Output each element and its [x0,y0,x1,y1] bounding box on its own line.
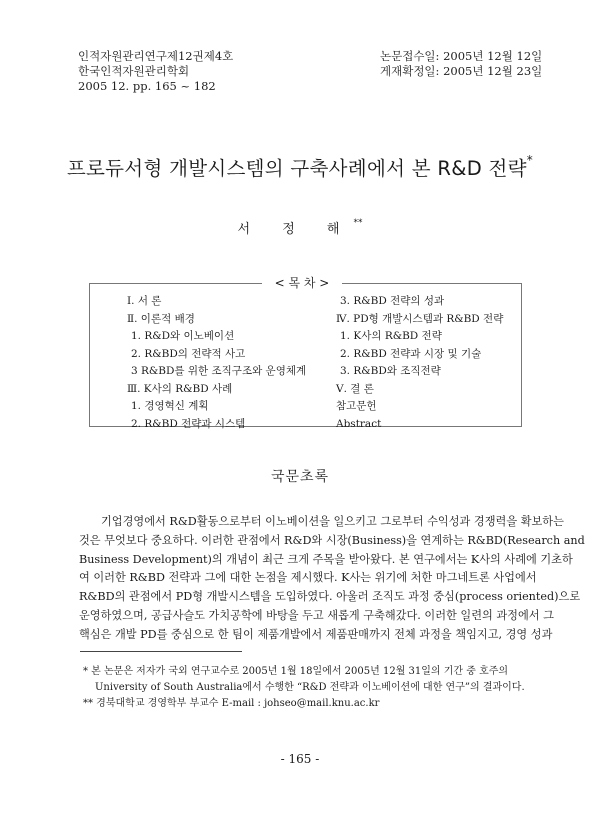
abstract-line: 기업경영에서 R&D활동으로부터 이노베이션을 일으키고 그로부터 수익성과 경쟁력을 확보하는 [101,515,564,528]
toc-left-column [127,293,306,433]
abstract-line: R&BD의 관점에서 PD형 개발시스템을 도입하였다. 아울러 조직도 과정 중심(process oriented)으로 [79,590,581,604]
toc-item: Abstract [336,417,382,430]
toc-item: 1. K사의 R&BD 전략 [340,330,442,342]
author-name: 서 정 해 [237,222,354,237]
abstract-line: 여 이러한 R&BD 전략과 그에 대한 논점을 제시했다. K사는 위기에 처한 마그네트론 사업에서 [79,571,537,585]
toc-item: 1. 경영혁신 계획 [131,400,209,412]
toc-item: 1. R&D와 이노베이션 [131,330,235,342]
submission-info [380,49,542,79]
toc-item: 참고문헌 [336,400,377,412]
footnotes [83,664,533,712]
journal-info [78,49,233,94]
abstract-line: Business Development)의 개념이 최근 크게 주목을 받아왔다. 본 연구에서는 K사의 사례에 기초하 [79,552,573,566]
footnote-item: ** 경북대학교 경영학부 부교수 E-mail : johseo@mail.knu.ac.kr [83,698,380,709]
toc-label: < 목 차 > [262,274,342,291]
toc-item: Ⅴ. 결 론 [336,382,374,395]
author-footnote-mark: ** [353,217,363,228]
footnote-divider [80,651,242,652]
toc-item: 3 R&BD를 위한 조직구조와 운영체계 [131,365,307,377]
toc-item: 2. R&BD의 전략적 사고 [131,347,246,360]
journal-pages: 2005 12. pp. 165 ~ 182 [78,79,216,93]
abstract-body [79,513,585,645]
footnote-item: * 본 논문은 저자가 국외 연구교수로 2005년 1월 18일에서 2005년 12월 31일의 기간 중 호주의 [83,666,509,677]
page-number: - 165 - [280,752,320,766]
toc-item: 3. R&BD와 조직전략 [340,365,441,377]
toc-item: Ⅱ. 이론적 배경 [127,312,195,325]
accepted-date: 게재확정일: 2005년 12월 23일 [380,64,543,78]
abstract-line: 운영하였으며, 공급사슬도 가치공학에 바탕을 두고 새롭게 구축해갔다. 이러한 일련의 과정에서 그 [79,608,554,622]
footnote-item: University of South Australia에서 수행한 “R&D 전략과 이노베이션에 대한 연구”의 결과이다. [95,682,525,693]
society-name: 한국인적자원관리학회 [78,64,190,78]
toc-item: 2. R&BD 전략과 시스템 [131,417,246,430]
title-footnote-mark: * [526,152,534,167]
toc-item: Ⅲ. K사의 R&BD 사례 [127,382,233,395]
received-date: 논문접수일: 2005년 12월 12일 [380,49,543,63]
toc-item: Ⅰ. 서 론 [127,295,162,307]
toc-right-column [336,293,503,433]
abstract-heading: 국문초록 [270,469,330,485]
author-line [0,218,600,237]
paper-title-text: 프로듀서형 개발시스템의 구축사례에서 본 R&D 전략 [66,157,527,180]
abstract-line: 것은 무엇보다 중요하다. 이러한 관점에서 R&D와 시장(Business)을 연계하는 R&BD(Research and [79,533,585,547]
abstract-line: 핵심은 개발 PD를 중심으로 한 팀이 제품개발에서 제품판매까지 전체 과정을 책임지고, 경영 성과 [79,627,553,641]
toc-item: 2. R&BD 전략과 시장 및 기술 [340,347,482,360]
paper-title [0,153,600,181]
toc-item: 3. R&BD 전략의 성과 [340,295,445,307]
journal-name: 인적자원관리연구제12권제4호 [78,49,234,63]
toc-item: Ⅳ. PD형 개발시스템과 R&BD 전략 [336,312,504,325]
